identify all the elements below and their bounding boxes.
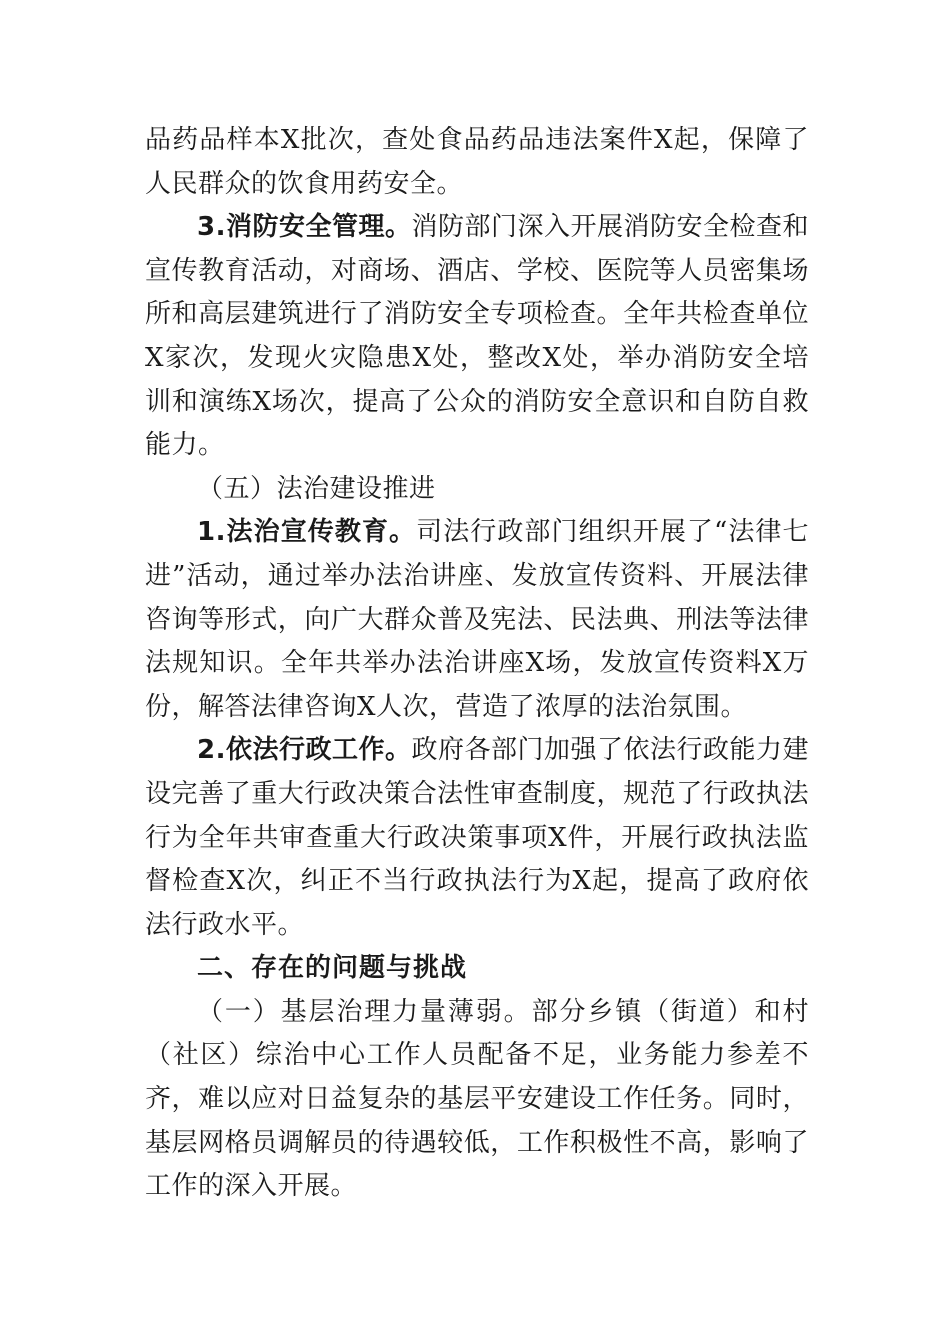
paragraph-text: 司法行政部门组织开展了“法律七进”活动，通过举办法治讲座、发放宣传资料、开展法律咨询等形式，向广大群众普及宪法、民法典、刑法等法律法规知识。全年共举办法治讲座X场，发放宣传资料X万份，解答法律咨询X人次，营造了浓厚的法治氛围。	[145, 517, 810, 722]
paragraph-lead: 3.消防安全管理。	[197, 212, 412, 243]
paragraph-text: 政府各部门加强了依法行政能力建设完善了重大行政决策合法性审查制度，规范了行政执法行为全年共审查重大行政决策事项X件，开展行政执法监督检查X次，纠正不当行政执法行为X起，提高了政府依法行政水平。	[145, 735, 809, 940]
paragraph-fire-safety	[145, 206, 809, 468]
paragraph-grassroots-governance: （一）基层治理力量薄弱。部分乡镇（街道）和村（社区）综治中心工作人员配备不足，业务能力参差不齐，难以应对日益复杂的基层平安建设工作任务。同时，基层网格员调解员的待遇较低，工作积极性不高，影响了工作的深入开展。	[145, 996, 809, 1202]
section-heading-problems: 二、存在的问题与挑战	[197, 953, 468, 984]
paragraph-lead: 2.依法行政工作。	[197, 735, 412, 766]
paragraph-lawful-administration	[145, 729, 809, 947]
document-body	[145, 119, 809, 1209]
section-heading-rule-of-law: （五）法治建设推进	[197, 473, 436, 504]
paragraph-continued: 品药品样本X批次，查处食品药品违法案件X起，保障了人民群众的饮食用药安全。	[145, 125, 809, 199]
paragraph-legal-education	[145, 511, 809, 729]
paragraph-text: 消防部门深入开展消防安全检查和宣传教育活动，对商场、酒店、学校、医院等人员密集场所和高层建筑进行了消防安全专项检查。全年共检查单位X家次，发现火灾隐患X处，整改X处，举办消防安全培训和演练X场次，提高了公众的消防安全意识和自防自救能力。	[145, 212, 809, 461]
paragraph-lead: 1.法治宣传教育。	[197, 517, 417, 548]
